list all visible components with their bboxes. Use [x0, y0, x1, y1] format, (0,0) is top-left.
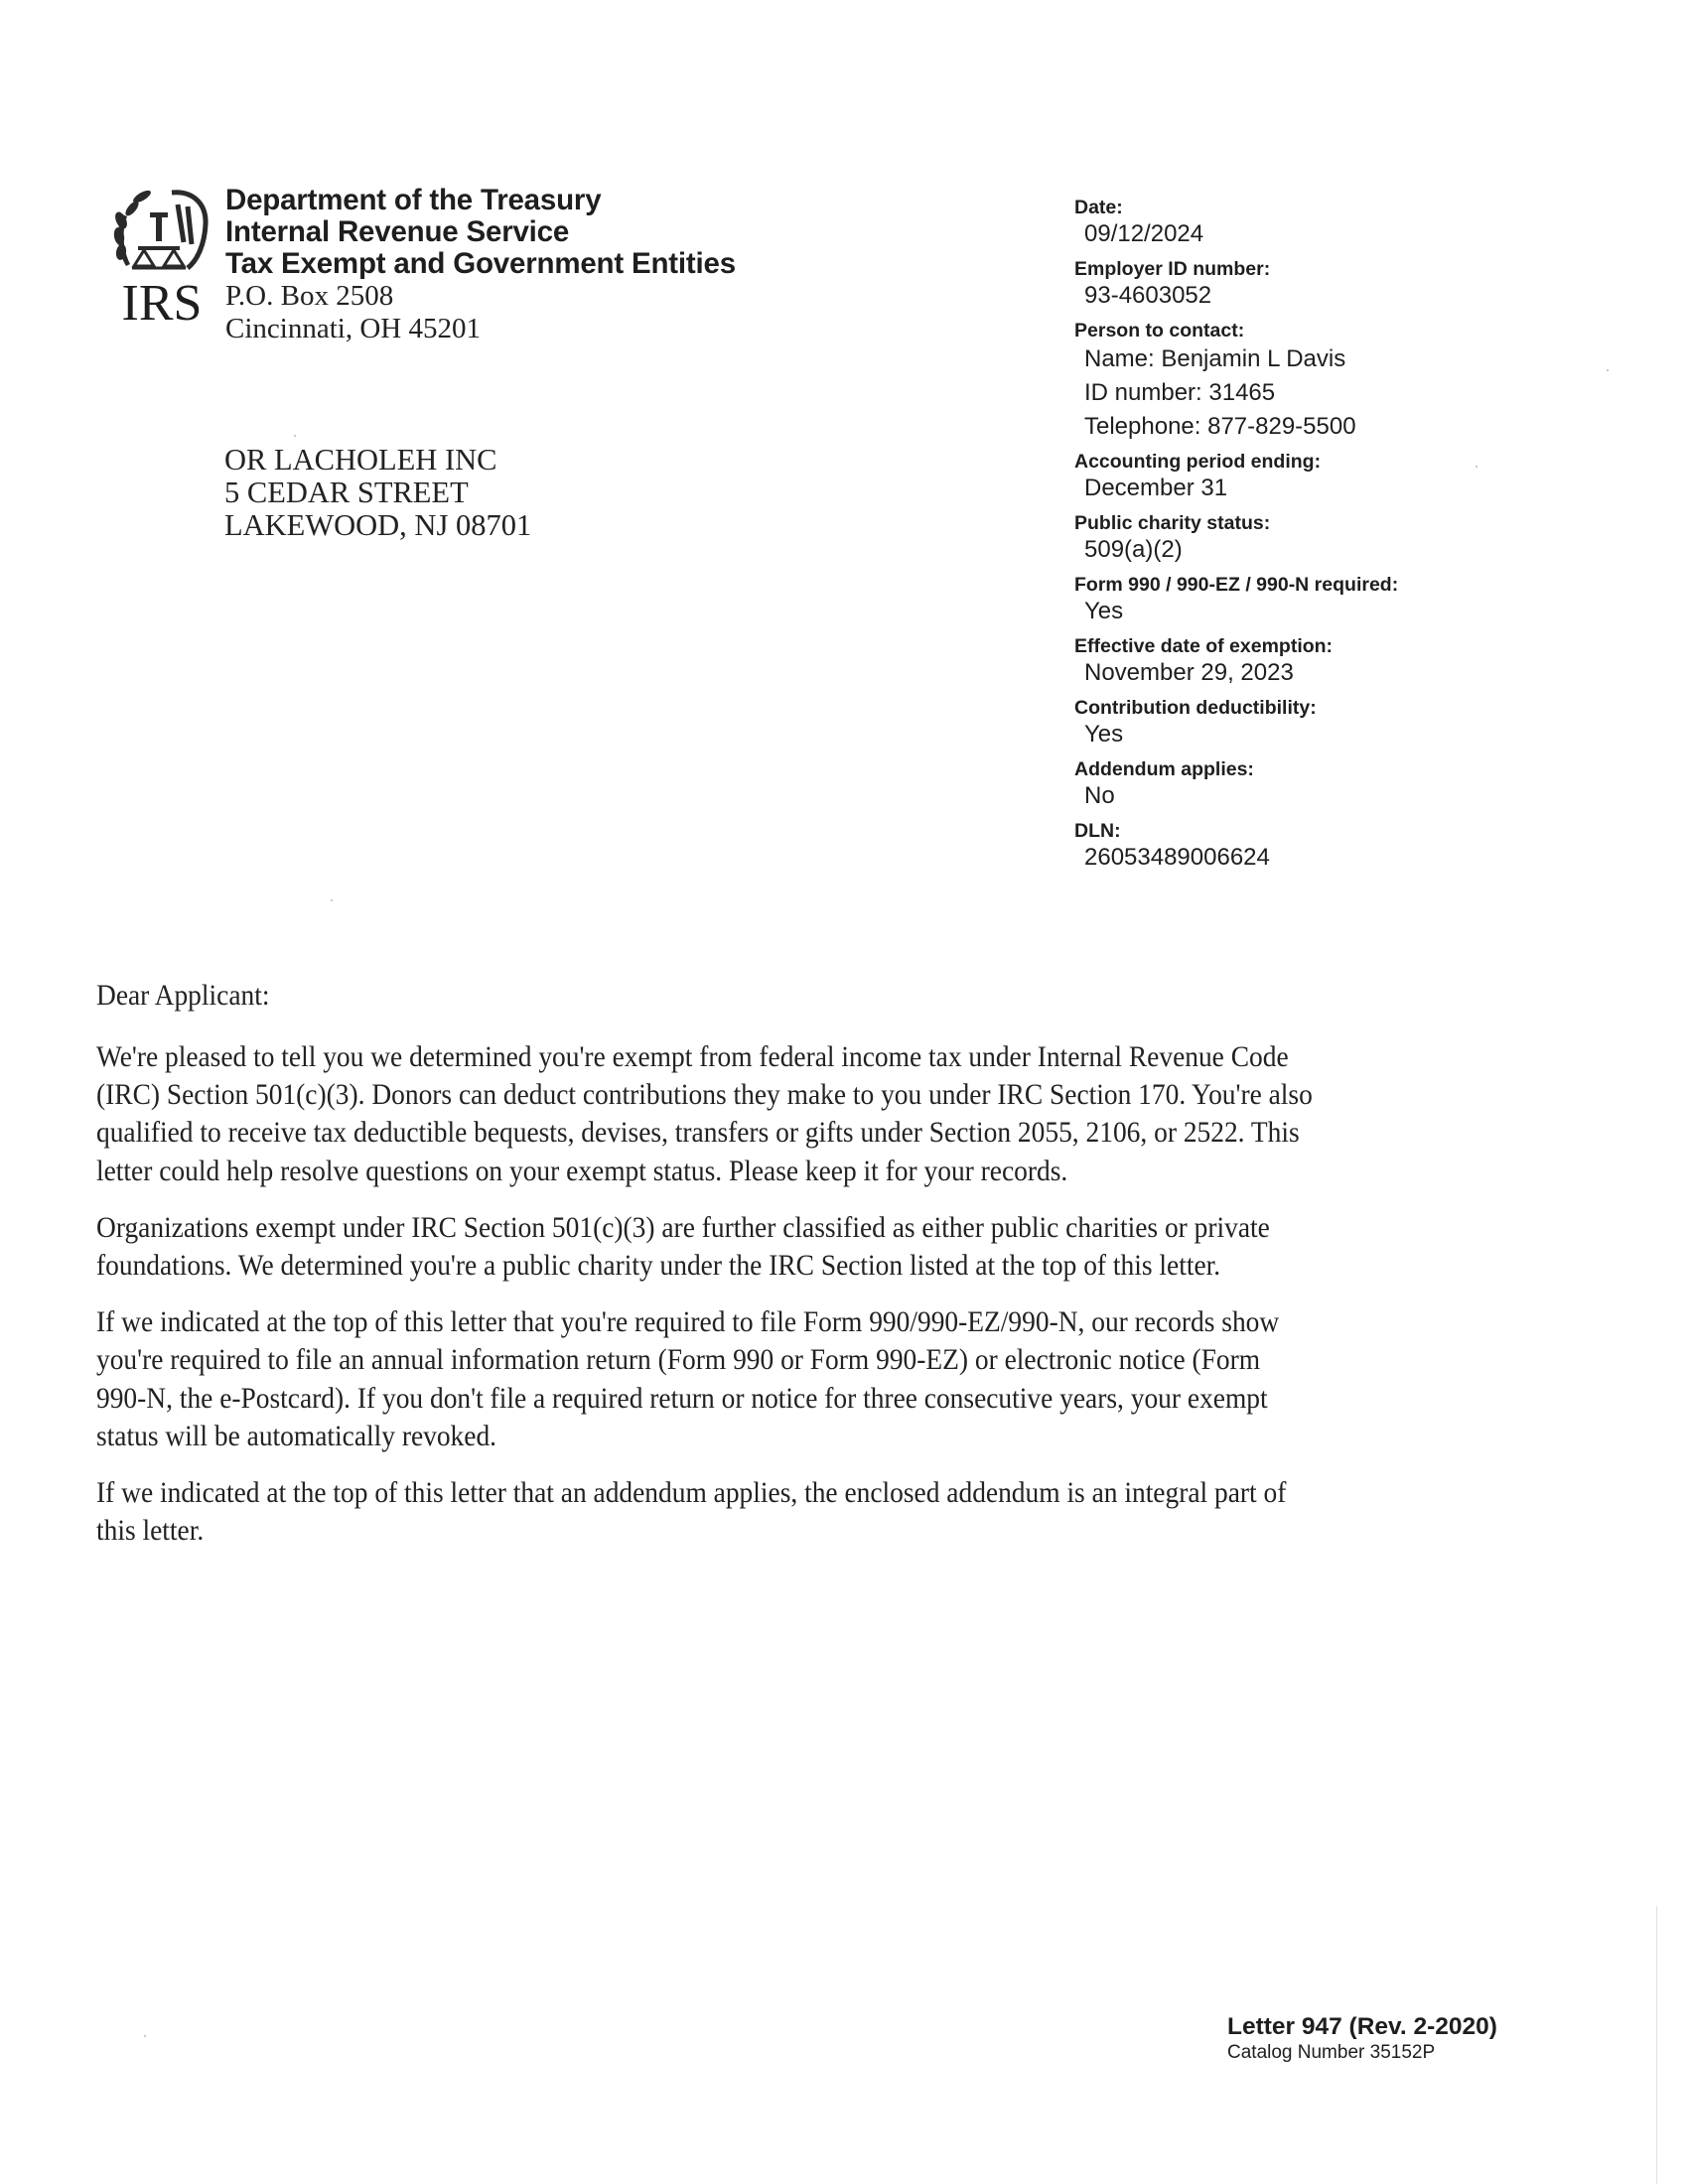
paragraph-exemption: [96, 1038, 1546, 1190]
contribution-deductibility-label: Contribution deductibility:: [1074, 697, 1317, 719]
agency-service: Internal Revenue Service: [225, 215, 570, 248]
form-990-required-label: Form 990 / 990-EZ / 990-N required:: [1074, 574, 1399, 596]
scan-speck: [1607, 369, 1609, 371]
form-footer: [1227, 2013, 1497, 2065]
scan-speck: [1476, 466, 1477, 468]
scan-speck: [144, 2035, 146, 2037]
effective-date-label: Effective date of exemption:: [1074, 635, 1334, 657]
employer-id-field: [1074, 257, 1551, 311]
contribution-deductibility-value: Yes: [1084, 721, 1124, 748]
paragraph-line: you're required to file an annual information return (Form 990 or Form 990-EZ) or electronic notice (Form: [96, 1344, 1261, 1377]
letter-info-panel: [1074, 196, 1551, 881]
contact-name: Name: Benjamin L Davis: [1084, 345, 1346, 372]
agency-department: Department of the Treasury: [225, 184, 602, 216]
contact-details: [1084, 342, 1551, 444]
effective-date-value: November 29, 2023: [1084, 659, 1294, 686]
irs-eagle-logo-icon: [112, 185, 211, 324]
contact-field: [1074, 319, 1551, 444]
effective-date-field: [1074, 634, 1551, 688]
paragraph-line: Organizations exempt under IRC Section 501(c)(3) are further classified as either public charities or private: [96, 1211, 1270, 1244]
paragraph-line: 990-N, the e-Postcard). If you don't file a required return or notice for three consecutive years, your exempt: [96, 1382, 1268, 1415]
sender-city-state-zip: Cincinnati, OH 45201: [225, 313, 481, 344]
contact-label: Person to contact:: [1074, 320, 1245, 341]
irs-logo-text: IRS: [121, 275, 203, 324]
date-label: Date:: [1074, 197, 1123, 218]
recipient-city-state-zip: LAKEWOOD, NJ 08701: [224, 508, 532, 542]
dln-label: DLN:: [1074, 820, 1121, 842]
contact-id-number: ID number: 31465: [1084, 379, 1276, 406]
addendum-applies-label: Addendum applies:: [1074, 758, 1254, 780]
employer-id-value: 93-4603052: [1084, 282, 1212, 309]
contact-telephone: Telephone: 877-829-5500: [1084, 413, 1356, 440]
letterhead: [225, 185, 736, 345]
paragraph-line: foundations. We determined you're a public charity under the IRC Section listed at the top of this letter.: [96, 1250, 1221, 1283]
paragraph-line: this letter.: [96, 1515, 205, 1548]
scan-speck: [294, 435, 296, 437]
paragraph-line: (IRC) Section 501(c)(3). Donors can deduct contributions they make to you under IRC Section 170. You're also: [96, 1079, 1313, 1112]
catalog-number: Catalog Number 35152P: [1227, 2042, 1436, 2063]
paragraph-line: qualified to receive tax deductible bequests, devises, transfers or gifts under Section 2055, 2106, or 2522. This: [96, 1117, 1300, 1150]
recipient-address: [224, 444, 531, 542]
public-charity-status-value: 509(a)(2): [1084, 536, 1183, 563]
addendum-applies-value: No: [1084, 782, 1115, 809]
dln-field: [1074, 819, 1551, 873]
letter-body: [96, 979, 1546, 1569]
scan-speck: [331, 899, 333, 901]
accounting-period-field: [1074, 450, 1551, 503]
form-990-required-value: Yes: [1084, 598, 1124, 624]
contribution-deductibility-field: [1074, 696, 1551, 750]
salutation-text: Dear Applicant:: [96, 980, 270, 1012]
accounting-period-value: December 31: [1084, 475, 1228, 501]
paragraph-line: letter could help resolve questions on your exempt status. Please keep it for your records.: [96, 1155, 1068, 1187]
addendum-applies-field: [1074, 757, 1551, 811]
paragraph-line: We're pleased to tell you we determined you're exempt from federal income tax under Internal Revenue Code: [96, 1041, 1289, 1073]
recipient-street: 5 CEDAR STREET: [224, 476, 469, 509]
paragraph-line: status will be automatically revoked.: [96, 1420, 497, 1452]
recipient-name: OR LACHOLEH INC: [224, 443, 497, 477]
paragraph-filing-requirement: [96, 1303, 1546, 1455]
public-charity-status-field: [1074, 511, 1551, 565]
form-number: Letter 947 (Rev. 2-2020): [1227, 2013, 1497, 2040]
paragraph-line: If we indicated at the top of this letter that an addendum applies, the enclosed addendum is an integral part of: [96, 1477, 1287, 1510]
paragraph-addendum: [96, 1474, 1546, 1550]
paragraph-line: If we indicated at the top of this letter that you're required to file Form 990/990-EZ/990-N, our records show: [96, 1306, 1280, 1339]
accounting-period-label: Accounting period ending:: [1074, 451, 1322, 473]
sender-po-box: P.O. Box 2508: [225, 280, 394, 312]
date-field: [1074, 196, 1551, 249]
form-990-required-field: [1074, 573, 1551, 626]
date-value: 09/12/2024: [1084, 220, 1204, 247]
salutation: [96, 979, 1546, 1013]
paragraph-classification: [96, 1209, 1546, 1285]
agency-division: Tax Exempt and Government Entities: [225, 247, 736, 280]
dln-value: 26053489006624: [1084, 844, 1270, 871]
public-charity-status-label: Public charity status:: [1074, 512, 1271, 534]
employer-id-label: Employer ID number:: [1074, 258, 1271, 280]
scan-edge-line: [1656, 1906, 1657, 2184]
